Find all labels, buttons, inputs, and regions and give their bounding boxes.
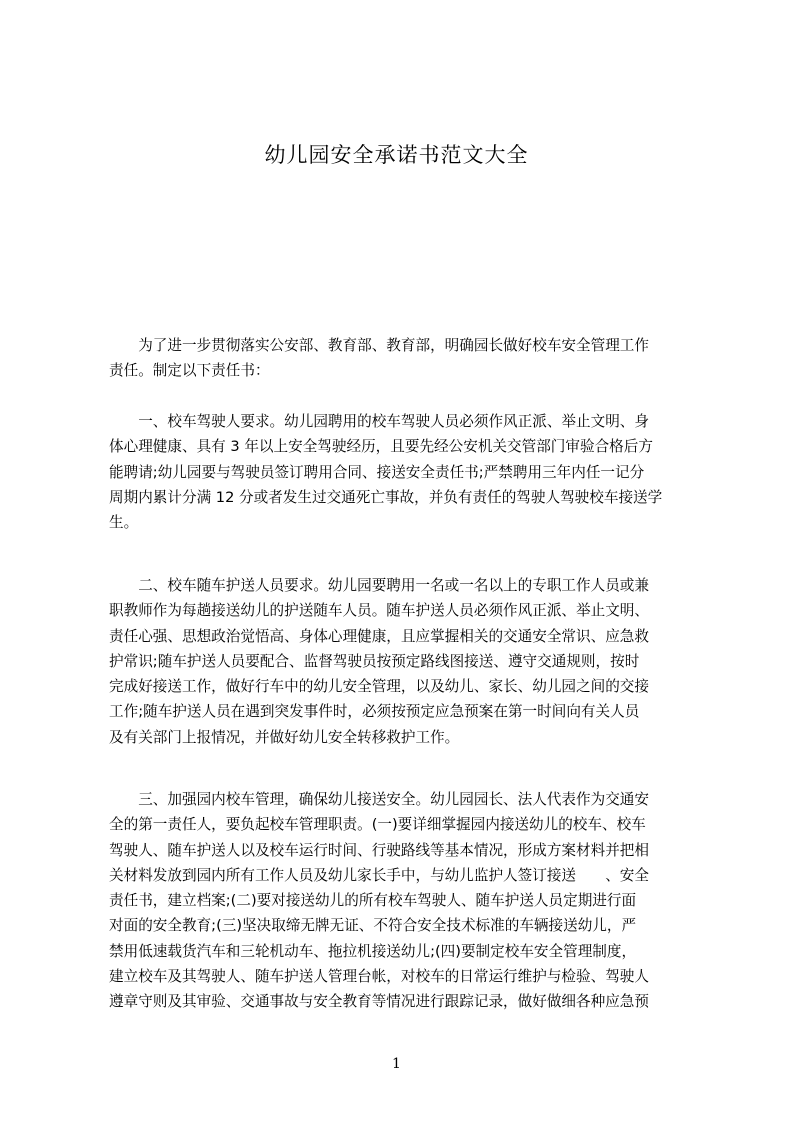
- text-line: 职教师作为每趟接送幼儿的护送随车人员。随车护送人员必须作风正派、举止文明、: [109, 602, 649, 620]
- text-line: 禁用低速载货汽车和三轮机动车、拖拉机接送幼儿;(四)要制定校车安全管理制度，: [109, 942, 637, 960]
- text-line: 驾驶人、随车护送人以及校车运行时间、行驶路线等基本情况，形成方案材料并把相: [109, 841, 649, 859]
- text-line: 关材料发放到园内所有工作人员及幼儿家长手中，与幼儿监护人签订接送 、安全: [109, 866, 649, 884]
- paragraph-driver-requirements: [109, 409, 701, 535]
- text-line: 责任心强、思想政治觉悟高、身体心理健康，且应掌握相关的交通安全常识、应急救: [109, 627, 649, 645]
- text-line: 完成好接送工作，做好行车中的幼儿安全管理，以及幼儿、家长、幼儿园之间的交接: [109, 678, 649, 696]
- text-line: 二、校车随车护送人员要求。幼儿园要聘用一名或一名以上的专职工作人员或兼: [109, 577, 649, 594]
- text-line: 一、校车驾驶人要求。幼儿园聘用的校车驾驶人员必须作风正派、举止文明、身: [109, 413, 649, 430]
- text-line: 责任。制定以下责任书：: [109, 362, 270, 380]
- text-line: 遵章守则及其审验、交通事故与安全教育等情况进行跟踪记录，做好做细各种应急预: [109, 993, 649, 1011]
- text-line: 及有关部门上报情况，并做好幼儿安全转移救护工作。: [109, 728, 460, 746]
- paragraph-bus-management: [109, 787, 701, 1015]
- text-line: 能聘请;幼儿园要与驾驶员签订聘用合同、接送安全责任书;严禁聘用三年内任一记分: [109, 463, 645, 481]
- text-line: 全的第一责任人，要负起校车管理职责。(一)要详细掌握园内接送幼儿的校车、校车: [109, 816, 646, 834]
- text-line: 生。: [109, 514, 139, 532]
- text-line: 护常识;随车护送人员要配合、监督驾驶员按预定路线图接送、遵守交通规则，按时: [109, 652, 640, 670]
- page-number: 1: [392, 1056, 401, 1072]
- text-line: 建立校车及其驾驶人、随车护送人管理台帐，对校车的日常运行维护与检验、驾驶人: [109, 968, 649, 986]
- paragraph-escort-requirements: [109, 573, 701, 750]
- text-line: 责任书，建立档案;(二)要对接送幼儿的所有校车驾驶人、随车护送人员定期进行面: [109, 892, 637, 910]
- text-line: 为了进一步贯彻落实公安部、教育部、教育部，明确园长做好校车安全管理工作: [109, 337, 649, 354]
- text-line: 体心理健康、具有 3 年以上安全驾驶经历，且要先经公安机关交管部门审验合格后方: [109, 438, 653, 456]
- text-line: 工作;随车护送人员在遇到突发事件时，必须按预定应急预案在第一时间向有关人员: [109, 703, 640, 721]
- text-line: 周期内累计分满 12 分或者发生过交通死亡事故，并负有责任的驾驶人驾驶校车接送学: [109, 488, 663, 506]
- text-line: 三、加强园内校车管理，确保幼儿接送安全。幼儿园园长、法人代表作为交通安: [109, 791, 649, 808]
- paragraph-intro: [109, 333, 701, 384]
- text-line: 对面的安全教育;(三)坚决取缔无牌无证、不符合安全技术标准的车辆接送幼儿，严: [109, 917, 637, 935]
- document-title: 幼儿园安全承诺书范文大全: [264, 143, 529, 167]
